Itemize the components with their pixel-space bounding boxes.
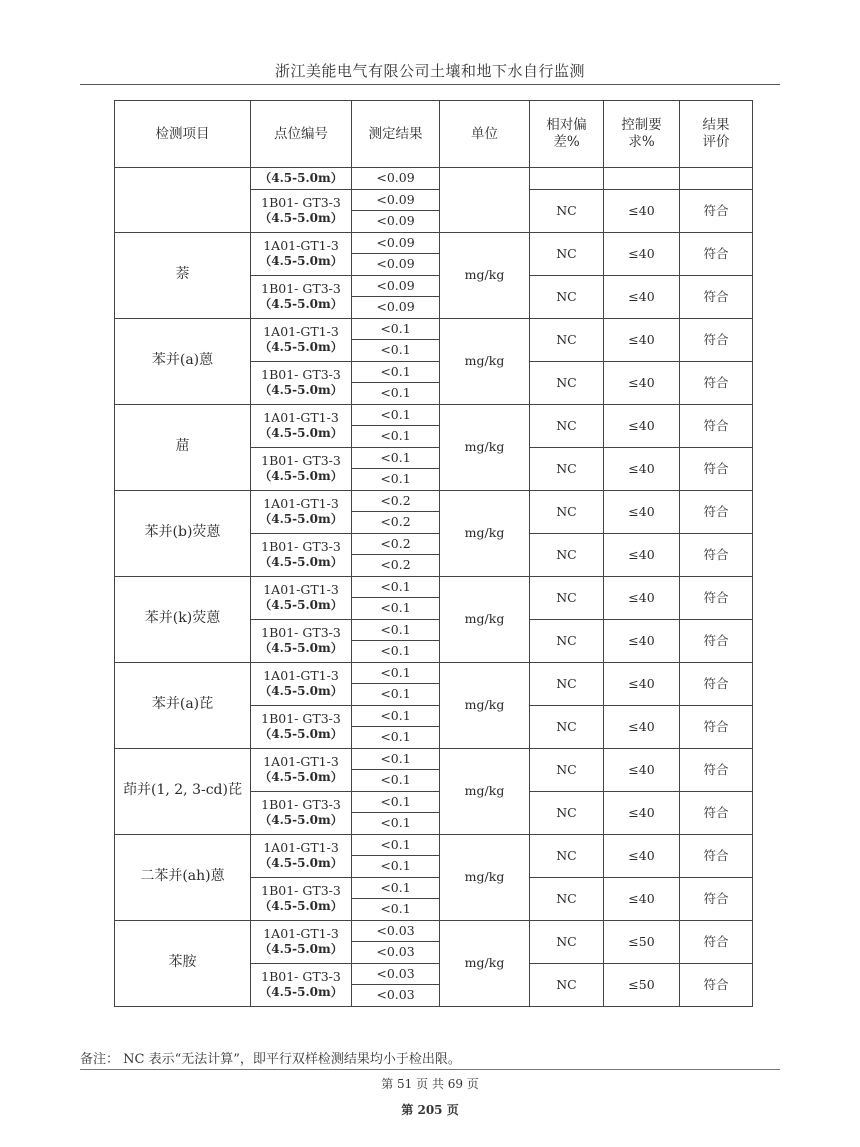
point-code: 1A01-GT1-3 [263, 668, 339, 684]
point-code: 1B01- GT3-3 [261, 195, 341, 211]
result-cell: <0.1 [352, 576, 440, 598]
result-cell: <0.2 [352, 490, 440, 512]
result-cell: <0.09 [352, 275, 440, 297]
point-code: 1A01-GT1-3 [263, 840, 339, 856]
table-row [115, 662, 753, 684]
result-cell: <0.1 [352, 705, 440, 727]
item-cell: 苯并(b)荧蒽 [115, 490, 251, 576]
point-depth: （4.5-5.0m） [259, 984, 343, 999]
table-body [115, 168, 753, 1007]
point-depth: （4.5-5.0m） [259, 640, 343, 655]
control-requirement-cell: ≤40 [604, 877, 680, 920]
table-row [115, 490, 753, 512]
point-depth: （4.5-5.0m） [259, 425, 343, 440]
point-code: 1B01- GT3-3 [261, 453, 341, 469]
item-cell: 二苯并(ah)蒽 [115, 834, 251, 920]
result-cell: <0.1 [352, 340, 440, 362]
result-cell: <0.03 [352, 985, 440, 1007]
point-depth: （4.5-5.0m） [259, 597, 343, 612]
point-cell [251, 318, 352, 361]
result-cell: <0.1 [352, 748, 440, 770]
item-cell: 萘 [115, 232, 251, 318]
evaluation-cell: 符合 [680, 361, 753, 404]
control-requirement-cell: ≤40 [604, 189, 680, 232]
relative-deviation-cell: NC [530, 705, 604, 748]
result-cell: <0.1 [352, 662, 440, 684]
point-code: 1A01-GT1-3 [263, 754, 339, 770]
unit-cell: mg/kg [440, 834, 530, 920]
unit-cell: mg/kg [440, 748, 530, 834]
relative-deviation-cell: NC [530, 877, 604, 920]
result-cell: <0.2 [352, 555, 440, 577]
table-row [115, 232, 753, 254]
monitoring-results-table [114, 100, 753, 1007]
point-code: 1A01-GT1-3 [263, 410, 339, 426]
point-cell [251, 447, 352, 490]
evaluation-cell: 符合 [680, 834, 753, 877]
point-depth: （4.5-5.0m） [259, 855, 343, 870]
relative-deviation-cell: NC [530, 447, 604, 490]
point-code: 1B01- GT3-3 [261, 281, 341, 297]
result-cell: <0.1 [352, 383, 440, 405]
evaluation-cell: 符合 [680, 318, 753, 361]
unit-cell: mg/kg [440, 490, 530, 576]
point-code: 1A01-GT1-3 [263, 496, 339, 512]
table-row [115, 168, 753, 190]
document-header-title: 浙江美能电气有限公司土壤和地下水自行监测 [274, 62, 585, 80]
point-depth: （4.5-5.0m） [259, 210, 343, 225]
point-depth: （4.5-5.0m） [259, 898, 343, 913]
evaluation-cell: 符合 [680, 232, 753, 275]
point-code: 1B01- GT3-3 [261, 367, 341, 383]
result-cell: <0.1 [352, 426, 440, 448]
unit-cell: mg/kg [440, 920, 530, 1006]
control-requirement-cell: ≤50 [604, 920, 680, 963]
result-cell: <0.2 [352, 512, 440, 534]
point-cell [251, 963, 352, 1006]
result-cell: <0.1 [352, 791, 440, 813]
control-requirement-cell: ≤40 [604, 361, 680, 404]
table-header-row [115, 101, 753, 168]
point-code: 1A01-GT1-3 [263, 324, 339, 340]
control-requirement-cell: ≤40 [604, 318, 680, 361]
item-cell: 苯并(k)荧蒽 [115, 576, 251, 662]
point-code: 1B01- GT3-3 [261, 539, 341, 555]
continuation-rd-cell [530, 168, 604, 190]
relative-deviation-cell: NC [530, 404, 604, 447]
control-requirement-cell: ≤40 [604, 619, 680, 662]
result-cell: <0.09 [352, 254, 440, 276]
point-cell [251, 705, 352, 748]
relative-deviation-cell: NC [530, 275, 604, 318]
evaluation-cell: 符合 [680, 189, 753, 232]
evaluation-cell: 符合 [680, 662, 753, 705]
point-cell [251, 533, 352, 576]
col-header-point: 点位编号 [251, 101, 352, 168]
point-cell [251, 490, 352, 533]
item-cell: 苯并(a)芘 [115, 662, 251, 748]
unit-cell: mg/kg [440, 232, 530, 318]
result-cell: <0.09 [352, 232, 440, 254]
result-cell: <0.1 [352, 770, 440, 792]
point-depth: （4.5-5.0m） [259, 554, 343, 569]
result-cell: <0.1 [352, 641, 440, 663]
point-depth: （4.5-5.0m） [259, 253, 343, 268]
control-requirement-cell: ≤40 [604, 705, 680, 748]
evaluation-cell: 符合 [680, 748, 753, 791]
relative-deviation-cell: NC [530, 361, 604, 404]
evaluation-cell: 符合 [680, 275, 753, 318]
control-requirement-cell: ≤40 [604, 447, 680, 490]
item-cell: 苯并(a)蒽 [115, 318, 251, 404]
point-code: 1A01-GT1-3 [263, 926, 339, 942]
result-cell: <0.1 [352, 447, 440, 469]
table-row [115, 748, 753, 770]
col-header-item: 检测项目 [115, 101, 251, 168]
continuation-point-cell: （4.5-5.0m） [251, 168, 352, 190]
total-page-number: 第 205 页 [401, 1103, 459, 1117]
control-requirement-cell: ≤40 [604, 576, 680, 619]
evaluation-cell: 符合 [680, 877, 753, 920]
point-depth: （4.5-5.0m） [259, 683, 343, 698]
control-requirement-cell: ≤40 [604, 275, 680, 318]
relative-deviation-cell: NC [530, 533, 604, 576]
point-code: 1B01- GT3-3 [261, 711, 341, 727]
point-cell [251, 275, 352, 318]
control-requirement-cell: ≤40 [604, 533, 680, 576]
point-cell [251, 404, 352, 447]
relative-deviation-cell: NC [530, 189, 604, 232]
result-cell: <0.2 [352, 533, 440, 555]
result-cell: <0.1 [352, 899, 440, 921]
evaluation-cell: 符合 [680, 447, 753, 490]
unit-cell: mg/kg [440, 576, 530, 662]
control-requirement-cell: ≤40 [604, 791, 680, 834]
continuation-unit-cell [440, 168, 530, 233]
continuation-item-cell [115, 168, 251, 233]
point-code: 1B01- GT3-3 [261, 797, 341, 813]
result-cell: <0.1 [352, 361, 440, 383]
relative-deviation-cell: NC [530, 748, 604, 791]
table-row [115, 834, 753, 856]
result-cell: <0.03 [352, 963, 440, 985]
point-code: 1B01- GT3-3 [261, 625, 341, 641]
relative-deviation-cell: NC [530, 576, 604, 619]
result-cell: <0.03 [352, 942, 440, 964]
col-header-control-requirement: 控制要求% [604, 101, 680, 168]
point-cell [251, 748, 352, 791]
point-cell [251, 232, 352, 275]
col-header-result: 测定结果 [352, 101, 440, 168]
result-cell: <0.1 [352, 469, 440, 491]
col-header-evaluation: 结果评价 [680, 101, 753, 168]
point-cell [251, 189, 352, 232]
footer-rule [80, 1069, 780, 1070]
continuation-ctrl-cell [604, 168, 680, 190]
item-cell: 茚并(1, 2, 3-cd)芘 [115, 748, 251, 834]
result-cell: <0.1 [352, 619, 440, 641]
relative-deviation-cell: NC [530, 232, 604, 275]
point-depth: （4.5-5.0m） [259, 726, 343, 741]
point-cell [251, 791, 352, 834]
result-cell: <0.09 [352, 297, 440, 319]
point-cell [251, 361, 352, 404]
table-row [115, 920, 753, 942]
point-depth: （4.5-5.0m） [259, 511, 343, 526]
result-cell: <0.1 [352, 727, 440, 749]
header-rule [80, 84, 780, 85]
col-header-relative-deviation: 相对偏差% [530, 101, 604, 168]
control-requirement-cell: ≤40 [604, 404, 680, 447]
result-cell: <0.09 [352, 168, 440, 190]
page-number: 第 51 页 共 69 页 [381, 1077, 479, 1091]
result-cell: <0.09 [352, 189, 440, 211]
evaluation-cell: 符合 [680, 920, 753, 963]
evaluation-cell: 符合 [680, 619, 753, 662]
relative-deviation-cell: NC [530, 920, 604, 963]
point-cell [251, 576, 352, 619]
point-depth: （4.5-5.0m） [259, 468, 343, 483]
point-code: 1A01-GT1-3 [263, 238, 339, 254]
control-requirement-cell: ≤40 [604, 748, 680, 791]
point-code: 1B01- GT3-3 [261, 883, 341, 899]
evaluation-cell: 符合 [680, 404, 753, 447]
point-depth: （4.5-5.0m） [259, 382, 343, 397]
remark-note: 备注： NC 表示“无法计算”，即平行双样检测结果均小于检出限。 [80, 1052, 461, 1067]
result-cell: <0.09 [352, 211, 440, 233]
point-cell [251, 920, 352, 963]
item-cell: 苯胺 [115, 920, 251, 1006]
item-cell: 䓛 [115, 404, 251, 490]
unit-cell: mg/kg [440, 662, 530, 748]
relative-deviation-cell: NC [530, 619, 604, 662]
point-cell [251, 877, 352, 920]
relative-deviation-cell: NC [530, 490, 604, 533]
result-cell: <0.03 [352, 920, 440, 942]
control-requirement-cell: ≤40 [604, 662, 680, 705]
relative-deviation-cell: NC [530, 791, 604, 834]
evaluation-cell: 符合 [680, 576, 753, 619]
result-cell: <0.1 [352, 404, 440, 426]
table-row [115, 318, 753, 340]
evaluation-cell: 符合 [680, 705, 753, 748]
result-cell: <0.1 [352, 318, 440, 340]
continuation-eval-cell [680, 168, 753, 190]
evaluation-cell: 符合 [680, 963, 753, 1006]
col-header-unit: 单位 [440, 101, 530, 168]
result-cell: <0.1 [352, 877, 440, 899]
control-requirement-cell: ≤40 [604, 232, 680, 275]
evaluation-cell: 符合 [680, 791, 753, 834]
point-depth: （4.5-5.0m） [259, 296, 343, 311]
point-code: 1B01- GT3-3 [261, 969, 341, 985]
relative-deviation-cell: NC [530, 834, 604, 877]
point-depth: （4.5-5.0m） [259, 769, 343, 784]
point-depth: （4.5-5.0m） [259, 941, 343, 956]
result-cell: <0.1 [352, 813, 440, 835]
result-cell: <0.1 [352, 684, 440, 706]
point-cell [251, 619, 352, 662]
result-cell: <0.1 [352, 856, 440, 878]
table-row [115, 404, 753, 426]
evaluation-cell: 符合 [680, 533, 753, 576]
point-cell [251, 834, 352, 877]
evaluation-cell: 符合 [680, 490, 753, 533]
relative-deviation-cell: NC [530, 318, 604, 361]
point-cell [251, 662, 352, 705]
control-requirement-cell: ≤40 [604, 834, 680, 877]
result-cell: <0.1 [352, 834, 440, 856]
unit-cell: mg/kg [440, 404, 530, 490]
point-depth: （4.5-5.0m） [259, 339, 343, 354]
control-requirement-cell: ≤40 [604, 490, 680, 533]
point-code: 1A01-GT1-3 [263, 582, 339, 598]
control-requirement-cell: ≤50 [604, 963, 680, 1006]
relative-deviation-cell: NC [530, 963, 604, 1006]
table-row [115, 576, 753, 598]
unit-cell: mg/kg [440, 318, 530, 404]
point-depth: （4.5-5.0m） [259, 812, 343, 827]
relative-deviation-cell: NC [530, 662, 604, 705]
result-cell: <0.1 [352, 598, 440, 620]
